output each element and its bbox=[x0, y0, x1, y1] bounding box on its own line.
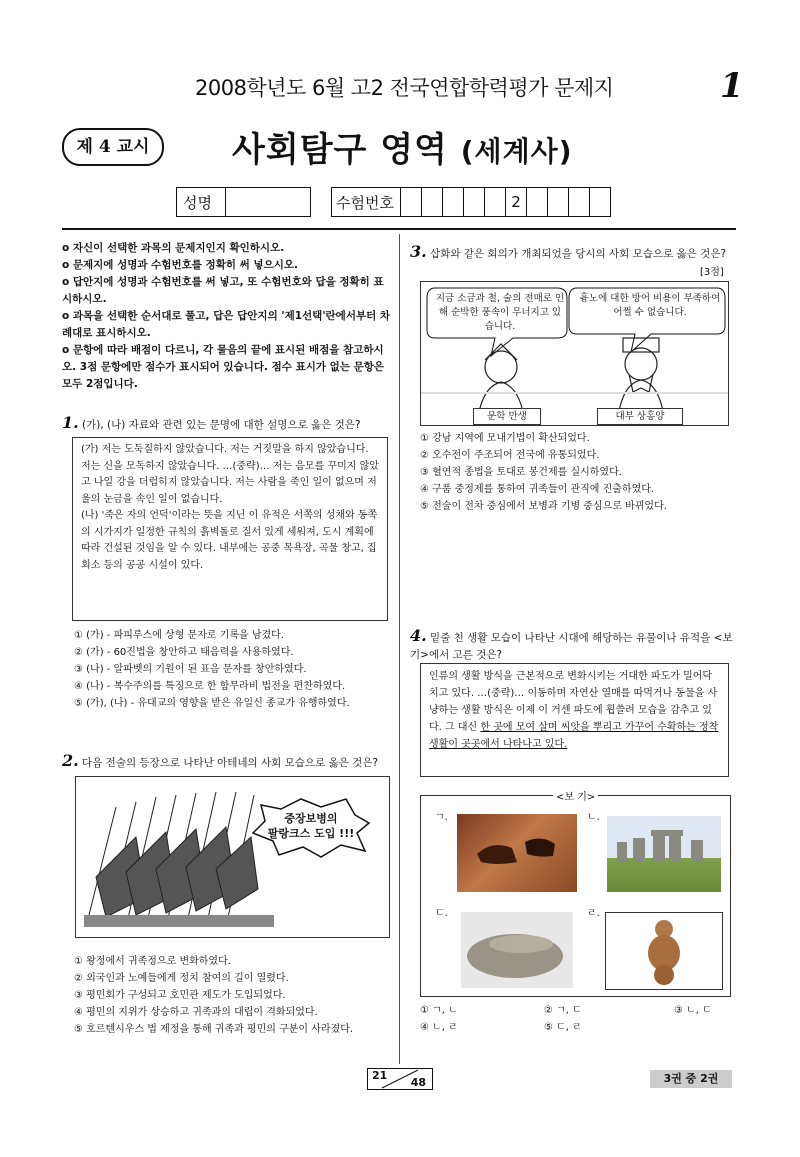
q4-option[interactable]: ③ ㄴ, ㄷ bbox=[674, 1005, 712, 1016]
page-number: 1 bbox=[720, 66, 744, 106]
label-left: 문학 만생 bbox=[473, 408, 541, 425]
q3-options bbox=[420, 430, 667, 515]
footer-volume: 3권 중 2권 bbox=[650, 1070, 732, 1088]
q1-title bbox=[62, 414, 392, 434]
exam-no-cell[interactable] bbox=[485, 188, 506, 217]
q1-source-ga: (가) 저는 도둑질하지 않았습니다. 저는 거짓말을 하지 않았습니다. 저는 신을 모독하지 않았습니다. …(중략)… 저는 음모를 꾸미지 않았고 나일 강을 더럽히지 않았습니다. 저는 사람을 죽인 일이 없으며 저울의 눈금을 속인 일이 없습니다. bbox=[81, 444, 379, 505]
exam-no-cell[interactable] bbox=[548, 188, 569, 217]
q3-option[interactable]: ④ 구품 중정제를 통하여 귀족들이 관직에 진출하였다. bbox=[420, 484, 655, 495]
instruction-item: o 과목을 선택한 순서대로 풀고, 답은 답안지의 '제1선택'란에서부터 차례대로 표시하시오. bbox=[62, 310, 391, 339]
column-divider bbox=[399, 234, 400, 1064]
footer-page-top: 21 bbox=[372, 1069, 388, 1082]
speech-right: 흉노에 대한 방어 비용이 부족하여 어쩔 수 없습니다. bbox=[579, 293, 721, 318]
exam-no-cell[interactable] bbox=[443, 188, 464, 217]
instruction-item: o 문제지에 성명과 수험번호를 정확히 써 넣으시오. bbox=[62, 259, 298, 271]
q2-option[interactable]: ③ 평민회가 구성되고 호민관 제도가 도입되었다. bbox=[74, 990, 286, 1001]
bogi-label: ㄱ. bbox=[435, 812, 448, 823]
bubble-text bbox=[251, 811, 371, 841]
q1-number: 1. bbox=[62, 413, 79, 432]
instructions bbox=[62, 240, 392, 393]
exam-title: 2008학년도 6월 고2 전국연합학력평가 문제지 bbox=[195, 76, 614, 100]
venus-figurine-drawing bbox=[606, 913, 722, 989]
cave-painting-image bbox=[457, 814, 577, 892]
venus-figurine-image bbox=[605, 912, 723, 990]
q2-options bbox=[74, 953, 353, 1038]
q4-option[interactable]: ② ㄱ, ㄷ bbox=[544, 1005, 582, 1016]
q4-passage bbox=[420, 663, 729, 777]
q1-option[interactable]: ④ (나) - 복수주의를 특징으로 한 함무라비 법전을 편찬하였다. bbox=[74, 681, 346, 692]
q4-options bbox=[420, 1002, 730, 1042]
footer-page-total: 48 bbox=[410, 1076, 426, 1089]
council-illustration bbox=[420, 281, 729, 426]
instruction-item: o 자신이 선택한 과목의 문제지인지 확인하시오. bbox=[62, 242, 285, 254]
grinding-stone-drawing bbox=[461, 912, 573, 988]
q2-title bbox=[62, 752, 397, 772]
subject-sub: (세계사) bbox=[460, 135, 573, 168]
q2-text: 다음 전술의 등장으로 나타난 아테네의 사회 모습으로 옳은 것은? bbox=[82, 757, 379, 769]
q2-number: 2. bbox=[62, 751, 79, 770]
q2-option[interactable]: ① 왕정에서 귀족정으로 변화하였다. bbox=[74, 956, 231, 967]
exam-no-cell[interactable] bbox=[590, 188, 611, 217]
instruction-item: o 답안지에 성명과 수험번호를 써 넣고, 또 수험번호와 답을 정확히 표시하시오. bbox=[62, 276, 384, 305]
session-label: 제 4 교시 bbox=[62, 128, 164, 166]
exam-no-cell[interactable] bbox=[527, 188, 548, 217]
q1-option[interactable]: ① (가) - 파피루스에 상형 문자로 기록을 남겼다. bbox=[74, 630, 285, 641]
label-right: 대부 상홍양 bbox=[597, 408, 683, 425]
q3-points: [3점] bbox=[700, 267, 724, 278]
q4-text: 밑줄 친 생활 모습이 나타난 시대에 해당하는 유물이나 유적을 <보기>에서 고른 것은? bbox=[410, 632, 733, 661]
speech-left: 지금 소금과 철, 술의 전매로 인해 순박한 풍속이 무너지고 있습니다. bbox=[435, 293, 565, 332]
subject-main: 사회탐구 영역 bbox=[232, 130, 448, 170]
q2-option[interactable]: ② 외국인과 노예들에게 정치 참여의 길이 열렸다. bbox=[74, 973, 289, 984]
q4-number: 4. bbox=[410, 626, 427, 645]
instruction-item: o 문항에 따라 배점이 다르니, 각 물음의 끝에 표시된 배점을 참고하시오. 3점 문항에만 점수가 표시되어 있습니다. 점수 표시가 없는 문항은 모두 2점입니다. bbox=[62, 344, 385, 390]
q3-number: 3. bbox=[410, 242, 427, 261]
exam-no-cell[interactable] bbox=[422, 188, 443, 217]
q3-title bbox=[410, 243, 738, 263]
q2-option[interactable]: ⑤ 호르텐시우스 법 제정을 통해 귀족과 평민의 구분이 사라졌다. bbox=[74, 1024, 354, 1035]
id-gap bbox=[311, 188, 332, 217]
q1-source-na: (나) '죽은 자의 언덕'이라는 뜻을 지닌 이 유적은 서쪽의 성채와 동쪽의 시가지가 일정한 규칙의 흙벽돌로 질서 있게 세워져, 도시 계획에 따라 건설된 것임을 알 수 있다. 내부에는 공중 목욕장, 곡물 창고, 집회소 등의 공공 시설이 있다. bbox=[81, 510, 378, 571]
bogi-title: <보 기> bbox=[553, 788, 598, 803]
q3-option[interactable]: ③ 혈연적 종법을 토대로 봉건제를 실시하였다. bbox=[420, 467, 622, 478]
phalanx-bubble bbox=[251, 797, 371, 859]
q1-source-box bbox=[72, 437, 388, 621]
q4-option[interactable]: ⑤ ㄷ, ㄹ bbox=[544, 1022, 582, 1033]
name-label: 성명 bbox=[177, 188, 226, 217]
exam-no-digit: 2 bbox=[506, 188, 527, 217]
phalanx-illustration bbox=[75, 776, 390, 938]
stonehenge-image bbox=[607, 816, 721, 892]
cave-painting-drawing bbox=[457, 814, 577, 892]
q3-text: 삽화와 같은 회의가 개최되었을 당시의 사회 모습으로 옳은 것은? bbox=[430, 248, 727, 260]
q1-options bbox=[74, 627, 350, 712]
q3-option[interactable]: ⑤ 전술이 전차 중심에서 보병과 기병 중심으로 바뀌었다. bbox=[420, 501, 667, 512]
bogi-box bbox=[420, 792, 731, 997]
bubble-line: 팔랑크스 도입 !!! bbox=[267, 827, 355, 840]
bubble-line: 중장보병의 bbox=[284, 812, 338, 825]
q4-option[interactable]: ④ ㄴ, ㄹ bbox=[420, 1022, 458, 1033]
exam-no-cell[interactable] bbox=[569, 188, 590, 217]
bogi-label: ㄴ. bbox=[587, 812, 600, 823]
name-field[interactable] bbox=[226, 188, 311, 217]
exam-no-cell[interactable] bbox=[464, 188, 485, 217]
q4-option[interactable]: ① ㄱ, ㄴ bbox=[420, 1005, 458, 1016]
grinding-stone-image bbox=[461, 912, 573, 988]
q4-title bbox=[410, 627, 738, 664]
exam-no-label: 수험번호 bbox=[332, 188, 401, 217]
q3-option[interactable]: ② 오수전이 주조되어 전국에 유통되었다. bbox=[420, 450, 600, 461]
q1-option[interactable]: ③ (나) - 알파벳의 기원이 된 표음 문자를 창안하였다. bbox=[74, 664, 307, 675]
q2-option[interactable]: ④ 평민의 지위가 상승하고 귀족과의 대립이 격화되었다. bbox=[74, 1007, 318, 1018]
bogi-label: ㄷ. bbox=[435, 908, 448, 919]
subject-title bbox=[232, 122, 573, 171]
q4-underline: 한 곳에 모여 살며 씨앗을 뿌리고 가꾸어 수확하는 정착 생활이 곳곳에서 나타나고 있다. bbox=[429, 722, 719, 750]
q1-option[interactable]: ② (가) - 60진법을 창안하고 태음력을 사용하였다. bbox=[74, 647, 294, 658]
bogi-label: ㄹ. bbox=[587, 908, 600, 919]
header-rule bbox=[62, 228, 736, 230]
q1-text: (가), (나) 자료와 관련 있는 문명에 대한 설명으로 옳은 것은? bbox=[82, 419, 361, 431]
q4-passage-text: 인류의 생활 방식을 근본적으로 변화시키는 거대한 파도가 밀어닥치고 있다. …(중략)… 이동하며 자연산 열매를 따먹거나 동물을 사냥하는 생활 방식은 이제 이 거센 파도에 휩쓸려 모습을 감추고 있다. 그 대신 bbox=[429, 671, 718, 733]
stonehenge-drawing bbox=[607, 816, 721, 892]
exam-no-cell[interactable] bbox=[401, 188, 422, 217]
id-box bbox=[176, 187, 611, 217]
q3-option[interactable]: ① 강남 지역에 모내기법이 확산되었다. bbox=[420, 433, 590, 444]
q1-option[interactable]: ⑤ (가), (나) - 유대교의 영향을 받은 유일신 종교가 유행하였다. bbox=[74, 698, 350, 709]
footer-page-box bbox=[367, 1068, 433, 1090]
